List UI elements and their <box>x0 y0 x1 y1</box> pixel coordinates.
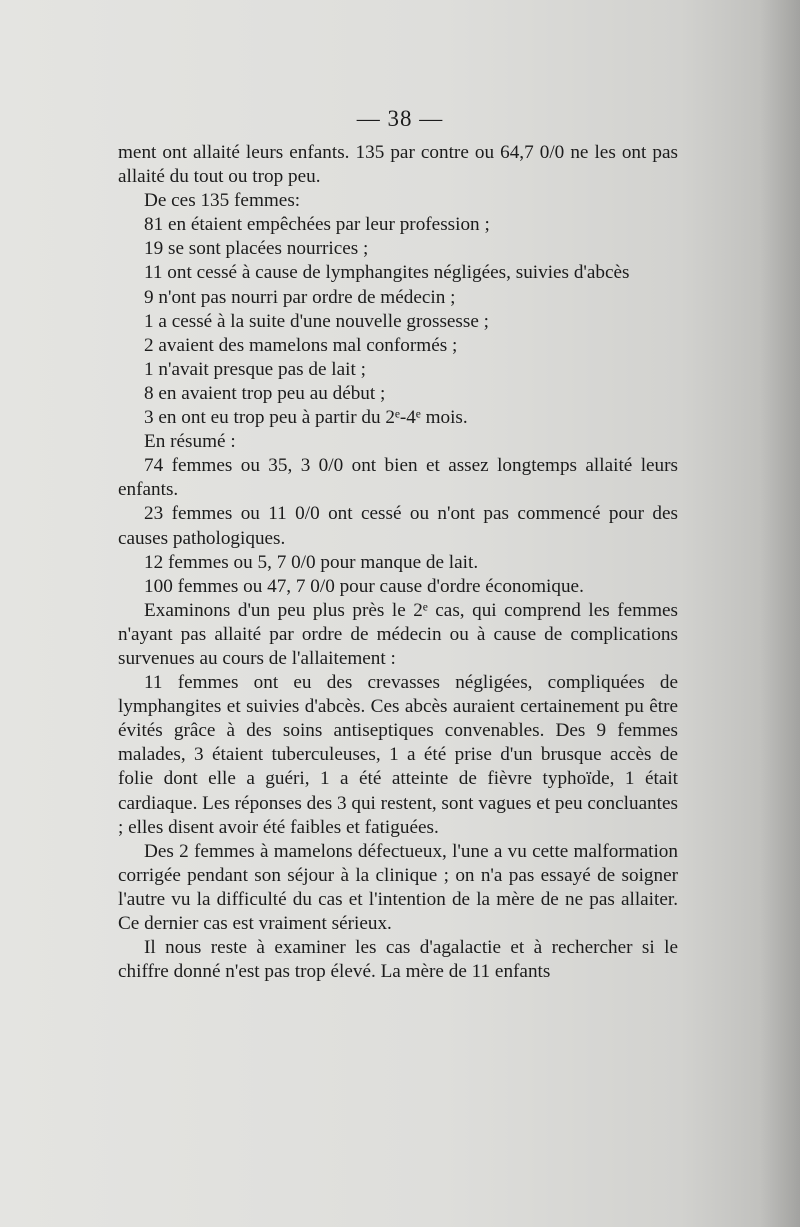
paragraph: De ces 135 femmes: <box>144 190 301 212</box>
list-item: 8 en avaient trop peu au début ; <box>144 382 386 404</box>
paragraph: 11 femmes ont eu des crevasses négligées, compliquées de lymphangites et suivies d'abcès. Ces abcès auraient certainement pu être évités grâce à des soins antiseptiques convenables. Des 9 femmes malades, 3 étaient tuberculeuses, 1 a été prise d'un brusque accès de folie dont elle a guéri, 1 a été atteinte de fièvre typhoïde, 1 était cardiaque. Les réponses des 3 qui restent, sont vagues et peu concluantes ; elles disent avoir été faibles et fatiguées. <box>118 672 678 838</box>
page-number: — 38 — <box>356 106 444 131</box>
body-text <box>118 141 678 984</box>
summary-item: 12 femmes ou 5, 7 0/0 pour manque de lait. <box>144 551 479 573</box>
page-edge-shadow <box>760 0 800 1227</box>
paragraph: ment ont allaité leurs enfants. 135 par contre ou 64,7 0/0 ne les ont pas allaité du tout ou trop peu. <box>118 142 678 188</box>
summary-item: 100 femmes ou 47, 7 0/0 pour cause d'ordre économique. <box>144 575 584 597</box>
paragraph: Il nous reste à examiner les cas d'agalactie et à rechercher si le chiffre donné n'est pas trop élevé. La mère de 11 enfants <box>118 937 678 983</box>
paragraph: Des 2 femmes à mamelons défectueux, l'une a vu cette malformation corrigée pendant son séjour à la clinique ; on n'a pas essayé de soigner l'autre vu la difficulté du cas et l'intention de la mère de ne pas allaiter. Ce dernier cas est vraiment sérieux. <box>118 840 678 934</box>
list-item: 1 a cessé à la suite d'une nouvelle grossesse ; <box>144 310 490 332</box>
paragraph: En résumé : <box>144 431 236 453</box>
summary-item: 74 femmes ou 35, 3 0/0 ont bien et assez longtemps allaité leurs enfants. <box>118 455 678 501</box>
list-item: 9 n'ont pas nourri par ordre de médecin ; <box>144 286 456 308</box>
paragraph: Examinons d'un peu plus près le 2ᵉ cas, qui comprend les femmes n'ayant pas allaité par ordre de médecin ou à cause de complications survenues au cours de l'allaitement : <box>118 599 678 669</box>
list-item: 1 n'avait presque pas de lait ; <box>144 358 366 380</box>
list-item: 3 en ont eu trop peu à partir du 2ᵉ-4ᵉ mois. <box>144 407 468 429</box>
list-item: 2 avaient des mamelons mal conformés ; <box>144 334 458 356</box>
list-item: 19 se sont placées nourrices ; <box>144 238 369 260</box>
list-item: 11 ont cessé à cause de lymphangites négligées, suivies d'abcès <box>144 262 630 284</box>
summary-item: 23 femmes ou 11 0/0 ont cessé ou n'ont pas commencé pour des causes pathologiques. <box>118 503 678 549</box>
list-item: 81 en étaient empêchées par leur profession ; <box>144 214 490 236</box>
